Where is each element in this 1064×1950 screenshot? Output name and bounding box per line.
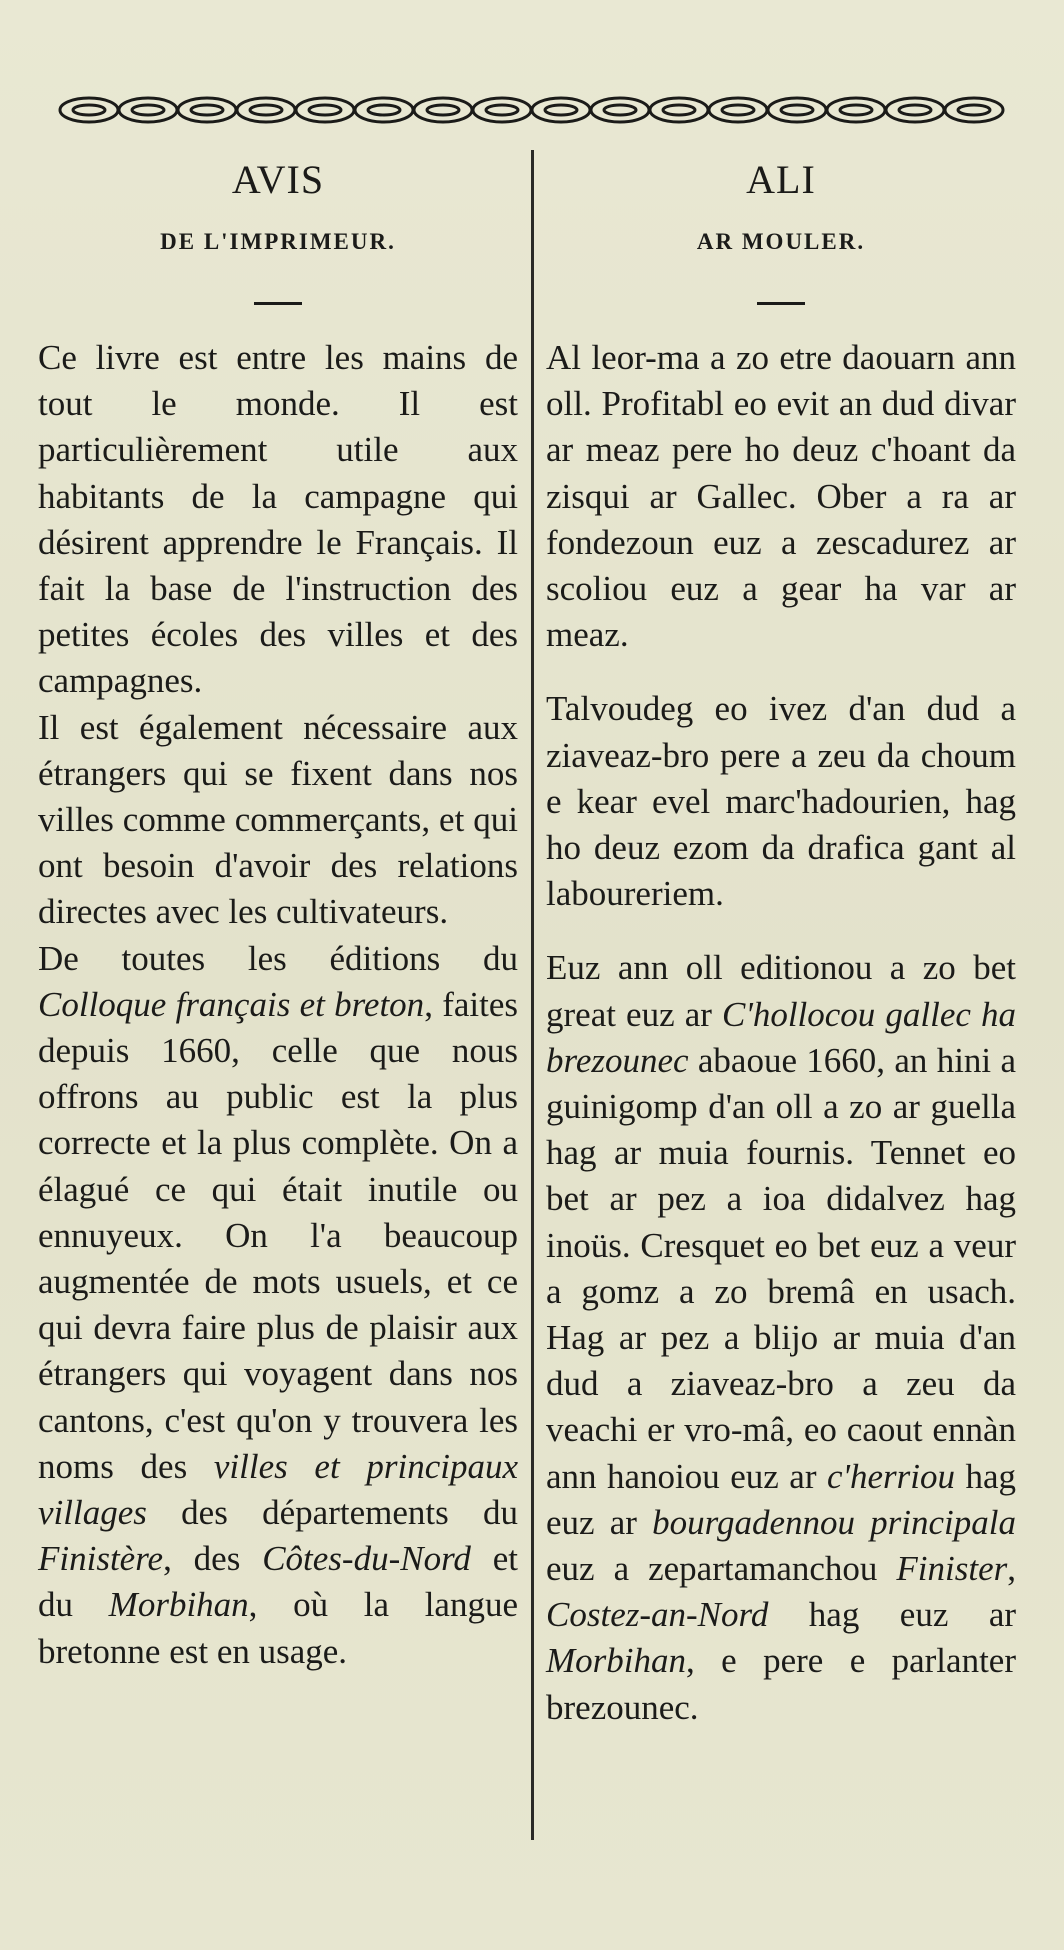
breton-paragraph-1: Al leor-ma a zo etre daouarn ann oll. Profitabl eo evit an dud divar ar meaz pere ho deuz c'hoant da zisqui ar Gallec. Ober a ra ar fondezoun euz a zescadurez ar scoliou euz a gear ha var ar meaz. bbox=[546, 338, 1016, 655]
french-p3-text-e: et du bbox=[38, 1539, 519, 1625]
breton-column bbox=[546, 150, 1016, 1731]
french-body bbox=[38, 335, 518, 1675]
breton-title-rule bbox=[757, 302, 805, 305]
breton-paragraph-2: Talvoudeg eo ivez d'an dud a ziaveaz-bro pere a zeu da choum e kear evel marc'hadourien, hag ho deuz ezom da drafica gant al laboureriem. bbox=[546, 689, 1016, 914]
column-divider bbox=[531, 150, 534, 1840]
french-column bbox=[38, 150, 518, 1675]
french-colloque-title: Colloque français et breton bbox=[38, 984, 425, 1024]
breton-title: ALI bbox=[746, 157, 816, 202]
breton-finister: Finister bbox=[896, 1549, 1008, 1589]
breton-p3-text-e: hag euz ar bbox=[808, 1595, 1017, 1635]
breton-comma: , bbox=[1007, 1549, 1016, 1589]
breton-body bbox=[546, 335, 1016, 1731]
french-subtitle: DE L'IMPRIMEUR. bbox=[160, 229, 396, 254]
breton-paragraph-3 bbox=[546, 945, 1016, 1730]
french-p3-text-d: , des bbox=[163, 1539, 241, 1579]
breton-subtitle: AR MOULER. bbox=[696, 229, 866, 254]
french-p3-text-b: , faites depuis 1660, celle que nous offrons au public est la plus correcte et la plus complète. On a élagué ce qui était inutile ou ennuyeux. On l'a beaucoup augmentée de mots usuels, et ce qui devra faire plus de plaisir aux étrangers qui voyagent dans nos cantons, c'est qu'on y trouvera les noms des bbox=[38, 984, 518, 1486]
french-title-rule bbox=[254, 302, 302, 305]
french-p3-text-f: , où la langue bretonne est en usage. bbox=[38, 1585, 518, 1671]
breton-bourgadennou: bourgadennou principala bbox=[652, 1502, 1017, 1542]
breton-p3-text-d: euz a zepartamanchou bbox=[546, 1549, 878, 1589]
french-paragraph-1: Ce livre est entre les mains de tout le monde. Il est particulièrement utile aux habitants de la campagne qui désirent apprendre le Français. Il fait la base de l'instruction des petites écoles des villes et des campagnes. bbox=[38, 338, 518, 701]
french-p3-text: De toutes les éditions du bbox=[38, 938, 518, 978]
breton-p3-text-b: abaoue 1660, an hini a guinigomp d'an oll a zo ar guella hag ar muia fournis. Tennet eo bet ar pez a ioa didalvez hag inoüs. Cresquet eo bet euz a veur a gomz a zo bremâ en usach. Hag ar pez a blijo ar muia d'an dud a ziaveaz-bro a zeu da veachi er vro-mâ, eo caout ennàn ann hanoiou euz ar bbox=[546, 1040, 1017, 1496]
french-cotes-du-nord: Côtes-du-Nord bbox=[262, 1539, 471, 1579]
breton-kerriou: c'herriou bbox=[826, 1456, 955, 1496]
french-p3-text-c: des départements du bbox=[181, 1493, 518, 1533]
french-morbihan: Morbihan bbox=[108, 1585, 249, 1625]
breton-colloque-title: C'hollocou gallec ha brezounec bbox=[546, 994, 1016, 1080]
breton-p3-text-c: hag euz ar bbox=[546, 1456, 1017, 1542]
french-finistere: Finistère bbox=[38, 1539, 164, 1579]
breton-morbihan: Morbihan bbox=[546, 1641, 686, 1681]
chain-ornament bbox=[58, 88, 1006, 132]
french-title: AVIS bbox=[231, 157, 325, 202]
breton-costez-an-nord: Costez-an-Nord bbox=[546, 1595, 769, 1635]
french-villes-label: villes et principaux villages bbox=[38, 1446, 519, 1533]
french-paragraph-3 bbox=[38, 936, 518, 1675]
breton-p3-text-f: , e pere e parlanter brezounec. bbox=[546, 1641, 1016, 1727]
breton-p3-text: Euz ann oll editionou a zo bet great euz ar bbox=[546, 948, 1016, 1034]
french-paragraph-2: Il est également nécessaire aux étrangers qui se fixent dans nos villes comme commerçants, et qui ont besoin d'avoir des relations directes avec les cultivateurs. bbox=[38, 707, 518, 932]
